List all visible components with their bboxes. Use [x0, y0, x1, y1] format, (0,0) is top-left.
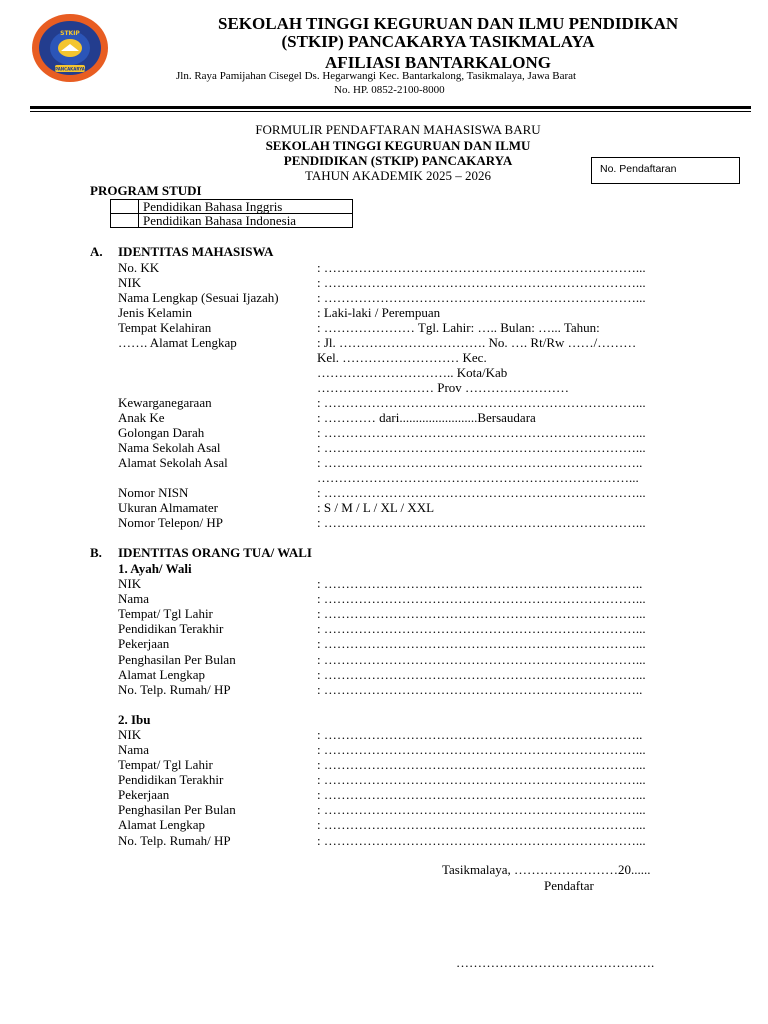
- field-label: NIK: [118, 275, 142, 290]
- section-b-title: IDENTITAS ORANG TUA/ WALI: [118, 545, 312, 560]
- field-label: Pekerjaan: [118, 787, 170, 802]
- form-heading-3: PENDIDIKAN (STKIP) PANCAKARYA: [283, 153, 513, 168]
- field-label: Pendidikan Terakhir: [118, 621, 224, 636]
- field-value[interactable]: : ………………………………………………………………...: [317, 802, 646, 817]
- field-value[interactable]: : ………………………………………………………………...: [317, 290, 646, 305]
- form-heading-4: TAHUN AKADEMIK 2025 – 2026: [304, 168, 491, 183]
- field-label: ……. Alamat Lengkap: [118, 335, 237, 350]
- field-label: NIK: [118, 576, 142, 591]
- field-label: Tempat/ Tgl Lahir: [118, 606, 213, 621]
- signature-role: Pendaftar: [544, 878, 594, 893]
- field-value[interactable]: : ………………………………………………………………...: [317, 621, 646, 636]
- field-value[interactable]: : ………………………………………………………………..: [317, 682, 643, 697]
- form-heading-2: SEKOLAH TINGGI KEGURUAN DAN ILMU: [265, 138, 531, 153]
- field-label: Nomor NISN: [118, 485, 189, 500]
- letterhead-line-2: (STKIP) PANCAKARYA TASIKMALAYA: [281, 32, 595, 51]
- field-value[interactable]: : ………………………………………………………………..: [317, 455, 643, 470]
- field-value[interactable]: : S / M / L / XL / XXL: [317, 500, 435, 515]
- field-label: Kewarganegaraan: [118, 395, 212, 410]
- field-value[interactable]: : ………………………………………………………………...: [317, 275, 646, 290]
- ayah-subtitle: 1. Ayah/ Wali: [118, 561, 192, 576]
- registration-number-label: No. Pendaftaran: [600, 163, 677, 175]
- field-label: Nama: [118, 591, 150, 606]
- field-value[interactable]: : ………………………………………………………………...: [317, 440, 646, 455]
- field-label: No. Telp. Rumah/ HP: [118, 833, 231, 848]
- field-value[interactable]: : Laki-laki / Perempuan: [317, 305, 441, 320]
- field-label: Alamat Lengkap: [118, 817, 205, 832]
- program-option-label: Pendidikan Bahasa Inggris: [139, 200, 353, 214]
- field-value[interactable]: : ………………………………………………………………...: [317, 757, 646, 772]
- program-studi-table: [110, 199, 353, 228]
- field-label: Golongan Darah: [118, 425, 205, 440]
- section-b-letter: B.: [90, 545, 102, 560]
- letterhead-rule-thick: [30, 106, 751, 109]
- program-option: [111, 214, 353, 228]
- field-label: Nama Sekolah Asal: [118, 440, 221, 455]
- letterhead-line-3: AFILIASI BANTARKALONG: [325, 53, 551, 72]
- field-label: No. Telp. Rumah/ HP: [118, 682, 231, 697]
- program-checkbox[interactable]: [111, 200, 139, 214]
- field-label: Ukuran Almamater: [118, 500, 218, 515]
- signature-name-line[interactable]: ……………………………………….: [456, 955, 655, 970]
- field-value[interactable]: : ………………………………………………………………...: [317, 817, 646, 832]
- program-option: [111, 200, 353, 214]
- letterhead-phone: No. HP. 0852-2100-8000: [334, 84, 445, 96]
- field-label: Pekerjaan: [118, 636, 170, 651]
- field-label: Nomor Telepon/ HP: [118, 515, 224, 530]
- field-value[interactable]: : ………………………………………………………………...: [317, 485, 646, 500]
- field-value[interactable]: : ………………………………………………………………...: [317, 667, 646, 682]
- program-option-label: Pendidikan Bahasa Indonesia: [139, 214, 353, 228]
- field-value[interactable]: : ………………………………………………………………...: [317, 652, 646, 667]
- field-label: Pendidikan Terakhir: [118, 772, 224, 787]
- ibu-subtitle: 2. Ibu: [118, 712, 151, 727]
- section-a-letter: A.: [90, 244, 103, 259]
- form-heading-1: FORMULIR PENDAFTARAN MAHASISWA BARU: [255, 122, 541, 137]
- section-a-title: IDENTITAS MAHASISWA: [118, 244, 274, 259]
- logo-text: STKIP: [60, 30, 80, 37]
- field-value[interactable]: : ………………………………………………………………...: [317, 515, 646, 530]
- institution-logo: [31, 13, 109, 83]
- field-label: Tempat Kelahiran: [118, 320, 212, 335]
- field-label: No. KK: [118, 260, 160, 275]
- field-value[interactable]: ………………………….. Kota/Kab: [317, 365, 508, 380]
- field-value[interactable]: : ………… dari........................Bersaudara: [317, 410, 536, 425]
- field-value[interactable]: : Jl. ……………………………. No. …. Rt/Rw ……/………: [317, 335, 637, 350]
- field-value[interactable]: : ………………………………………………………………...: [317, 260, 646, 275]
- signature-place-date[interactable]: Tasikmalaya, ……………………20......: [442, 862, 651, 877]
- field-label: Nama Lengkap (Sesuai Ijazah): [118, 290, 279, 305]
- field-label: Anak Ke: [118, 410, 165, 425]
- field-value[interactable]: : ………………………………………………………………...: [317, 606, 646, 621]
- field-label: Tempat/ Tgl Lahir: [118, 757, 213, 772]
- letterhead-address: Jln. Raya Pamijahan Cisegel Ds. Hegarwangi Kec. Bantarkalong, Tasikmalaya, Jawa Barat: [176, 70, 577, 82]
- field-label: Penghasilan Per Bulan: [118, 802, 236, 817]
- field-value[interactable]: : ………………………………………………………………...: [317, 425, 646, 440]
- field-value[interactable]: : ………………………………………………………………...: [317, 787, 646, 802]
- registration-number-box[interactable]: [591, 157, 740, 184]
- field-value[interactable]: : ………………………………………………………………...: [317, 395, 646, 410]
- field-label: Alamat Lengkap: [118, 667, 205, 682]
- letterhead-rule-thin: [30, 111, 751, 112]
- field-value[interactable]: : ………………… Tgl. Lahir: ….. Bulan: …... Tahun:: [317, 320, 600, 335]
- field-value[interactable]: ……………………… Prov ……………………: [317, 380, 570, 395]
- field-label: Penghasilan Per Bulan: [118, 652, 236, 667]
- field-value[interactable]: : ………………………………………………………………...: [317, 591, 646, 606]
- program-checkbox[interactable]: [111, 214, 139, 228]
- field-label: Nama: [118, 742, 150, 757]
- field-value[interactable]: : ………………………………………………………………...: [317, 742, 646, 757]
- program-studi-title: PROGRAM STUDI: [90, 183, 202, 198]
- field-value[interactable]: Kel. ……………………… Kec.: [317, 350, 487, 365]
- field-value[interactable]: ………………………………………………………………...: [317, 470, 639, 485]
- field-value[interactable]: : ………………………………………………………………..: [317, 727, 643, 742]
- field-label: Jenis Kelamin: [118, 305, 193, 320]
- logo-subtext: PANCAKARYA: [55, 66, 85, 72]
- field-value[interactable]: : ………………………………………………………………..: [317, 576, 643, 591]
- field-value[interactable]: : ………………………………………………………………...: [317, 636, 646, 651]
- field-value[interactable]: : ………………………………………………………………...: [317, 772, 646, 787]
- letterhead-line-1: SEKOLAH TINGGI KEGURUAN DAN ILMU PENDIDIKAN: [218, 14, 679, 33]
- field-label: NIK: [118, 727, 142, 742]
- field-label: Alamat Sekolah Asal: [118, 455, 228, 470]
- field-value[interactable]: : ………………………………………………………………...: [317, 833, 646, 848]
